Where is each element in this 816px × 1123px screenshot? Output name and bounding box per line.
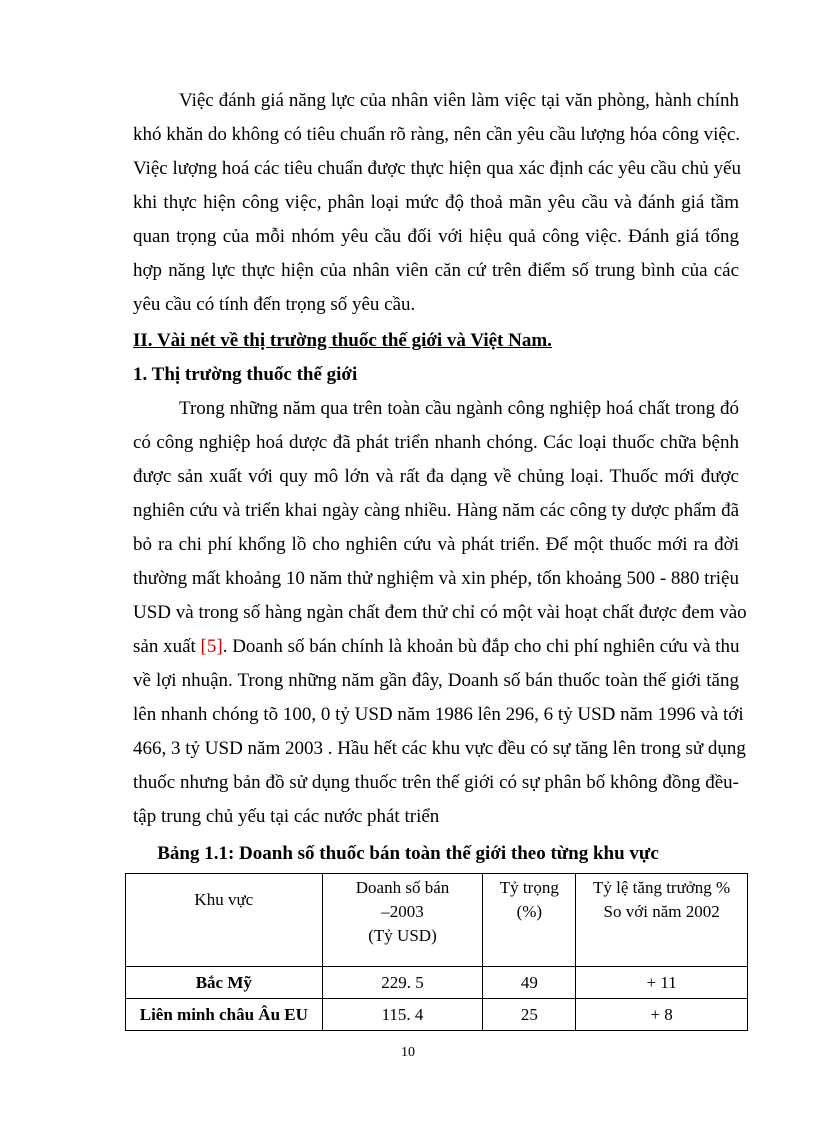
cell-share: 49 (483, 967, 576, 999)
text-line: quan trọng của mỗi nhóm yêu cầu đối với hiệu quả công việc. Đánh giá tổng (133, 226, 739, 247)
cell-sales: 115. 4 (322, 999, 483, 1031)
cell-growth: + 8 (576, 999, 748, 1031)
text-line: Việc lượng hoá các tiêu chuẩn được thực hiện qua xác định các yêu cầu chủ yếu (133, 158, 741, 179)
text-line: bỏ ra chi phí khổng lồ cho nghiên cứu và phát triển. Để một thuốc mới ra đời (133, 534, 739, 555)
cell-growth: + 11 (576, 967, 748, 999)
text-line (133, 630, 739, 664)
cell-region: Bắc Mỹ (126, 967, 323, 999)
citation-link[interactable]: [5] (200, 636, 223, 657)
page-number: 10 (401, 1045, 415, 1060)
header-region: Khu vực (126, 874, 323, 967)
text-line: nghiên cứu và triển khai ngày càng nhiều. Hàng năm các công ty dược phẩm đã (133, 500, 739, 521)
text-line: khi thực hiện công việc, phân loại mức độ thoả mãn yêu cầu và đánh giá tầm (133, 192, 739, 213)
section-heading: II. Vài nét về thị trường thuốc thế giới và Việt Nam. (133, 330, 552, 351)
paragraph-intro (133, 84, 739, 322)
text-line: yêu cầu có tính đến trọng số yêu cầu. (133, 294, 416, 315)
text-line: Việc đánh giá năng lực của nhân viên làm việc tại văn phòng, hành chính (179, 90, 739, 111)
text-fragment: sản xuất (133, 636, 201, 657)
text-line: 466, 3 tỷ USD năm 2003 . Hầu hết các khu vực đều có sự tăng lên trong sử dụng (133, 738, 746, 759)
text-line: thường mất khoảng 10 năm thử nghiệm và xin phép, tốn khoảng 500 - 880 triệu (133, 568, 739, 589)
header-growth: Tỷ lệ tăng trưởng % So với năm 2002 (576, 874, 748, 967)
text-line: về lợi nhuận. Trong những năm gần đây, Doanh số bán thuốc toàn thế giới tăng (133, 670, 739, 691)
text-line: có công nghiệp hoá dược đã phát triển nhanh chóng. Các loại thuốc chữa bệnh (133, 432, 739, 453)
text-line: hợp năng lực thực hiện của nhân viên căn cứ trên điểm số trung bình của các (133, 260, 739, 281)
table-caption: Bảng 1.1: Doanh số thuốc bán toàn thế giới theo từng khu vực (157, 843, 659, 864)
text-line: tập trung chủ yếu tại các nước phát triển (133, 806, 440, 827)
subsection-heading: 1. Thị trường thuốc thế giới (133, 364, 358, 385)
text-line: được sản xuất với quy mô lớn và rất đa dạng về chủng loại. Thuốc mới được (133, 466, 739, 487)
text-line: Trong những năm qua trên toàn cầu ngành công nghiệp hoá chất trong đó (179, 398, 739, 419)
paragraph-market (133, 392, 747, 834)
header-sales: Doanh số bán –2003 (Tỷ USD) (322, 874, 483, 967)
table-row (126, 967, 748, 999)
table-header-row (126, 874, 748, 967)
cell-sales: 229. 5 (322, 967, 483, 999)
cell-share: 25 (483, 999, 576, 1031)
text-line: khó khăn do không có tiêu chuẩn rõ ràng, nên cần yêu cầu lượng hóa công việc. (133, 124, 741, 145)
cell-region: Liên minh châu Âu EU (126, 999, 323, 1031)
table-row (126, 999, 748, 1031)
text-line: USD và trong số hàng ngàn chất đem thử chỉ có một vài hoạt chất được đem vào (133, 602, 747, 623)
header-share: Tỷ trọng (%) (483, 874, 576, 967)
text-line: lên nhanh chóng tõ 100, 0 tỷ USD năm 1986 lên 296, 6 tỷ USD năm 1996 và tới (133, 704, 744, 725)
text-fragment: . Doanh số bán chính là khoản bù đắp cho chi phí nghiên cứu và thu (222, 636, 740, 657)
sales-table (125, 873, 748, 1031)
text-line: thuốc nhưng bản đồ sử dụng thuốc trên thế giới có sự phân bố không đồng đều- (133, 772, 739, 793)
